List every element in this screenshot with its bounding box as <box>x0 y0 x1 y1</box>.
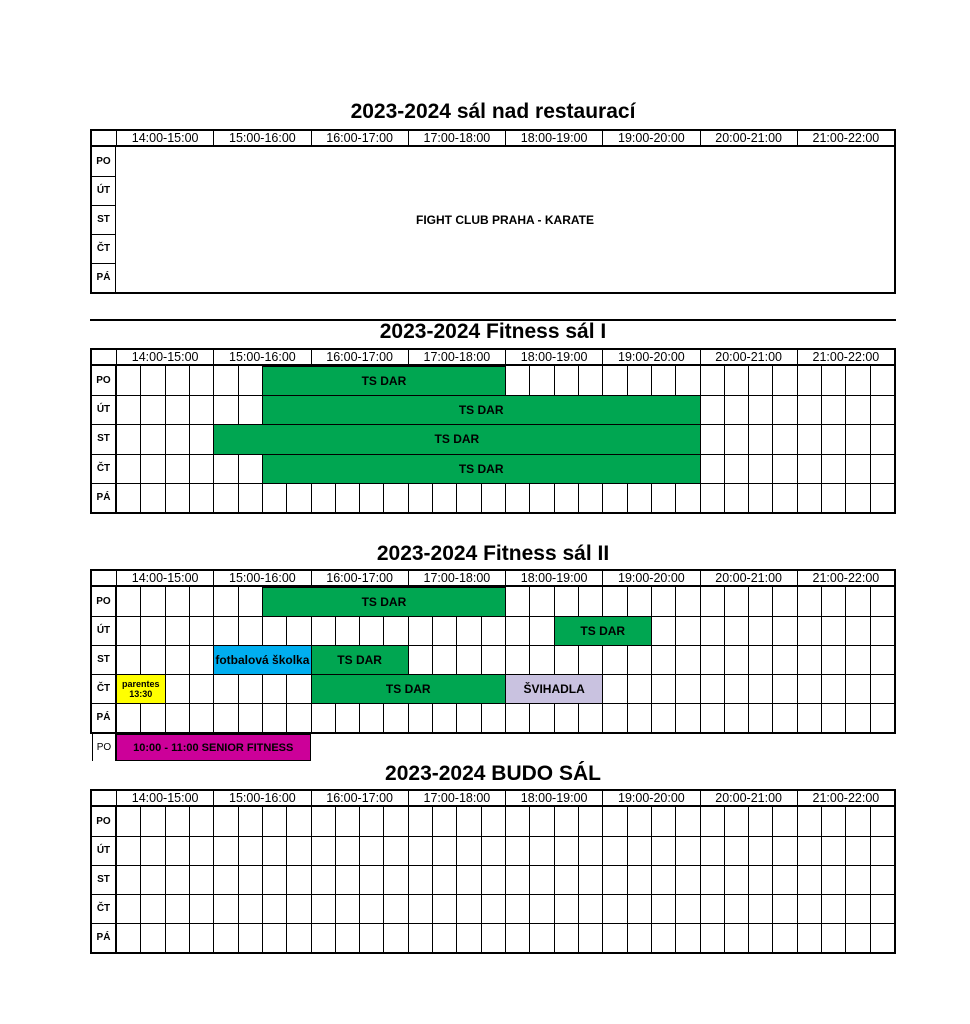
grid-col-line <box>578 807 579 952</box>
grid-col-line <box>700 587 701 732</box>
grid-col-line <box>870 807 871 952</box>
day-label: ST <box>92 865 116 894</box>
grid-col-line <box>651 807 652 952</box>
grid-col-line <box>481 807 482 952</box>
day-label: ST <box>92 205 116 234</box>
grid-col-line <box>116 807 117 952</box>
row-line <box>92 205 116 206</box>
grid-col-line <box>140 807 141 952</box>
time-slot-header: 17:00-18:00 <box>408 571 505 585</box>
activity-block: TS DAR <box>262 454 701 484</box>
grid-col-line <box>529 807 530 952</box>
time-slot-header: 19:00-20:00 <box>602 571 699 585</box>
grid-col-line <box>894 366 895 512</box>
schedule-table <box>90 348 896 514</box>
grid-col-line <box>213 807 214 952</box>
grid-col-line <box>529 587 530 732</box>
grid-col-line <box>748 807 749 952</box>
row-line <box>92 176 116 177</box>
time-slot-header: 14:00-15:00 <box>116 571 213 585</box>
grid-col-line <box>116 587 117 732</box>
span-block: FIGHT CLUB PRAHA - KARATE <box>416 212 594 227</box>
grid-col-line <box>748 587 749 732</box>
grid-col-line <box>165 366 166 512</box>
grid-col-line <box>432 807 433 952</box>
day-label: PÁ <box>92 703 116 732</box>
activity-block: TS DAR <box>311 645 409 675</box>
row-line <box>92 894 116 895</box>
grid-col-line <box>262 807 263 952</box>
time-slot-header: 17:00-18:00 <box>408 350 505 364</box>
row-line <box>92 836 116 837</box>
grid-col-line <box>189 366 190 512</box>
section-title: 2023-2024 Fitness sál II <box>376 542 610 565</box>
row-line <box>92 703 116 704</box>
senior-fitness-block: 10:00 - 11:00 SENIOR FITNESS <box>116 734 311 761</box>
time-slot-header: 18:00-19:00 <box>505 791 602 805</box>
time-slot-header: 15:00-16:00 <box>213 791 310 805</box>
grid-row-line <box>116 836 894 837</box>
row-line <box>92 865 116 866</box>
activity-block: TS DAR <box>213 424 700 454</box>
grid-col-line <box>651 587 652 732</box>
day-label: ÚT <box>92 176 116 205</box>
grid-col-line <box>602 807 603 952</box>
grid-col-line <box>116 366 117 512</box>
day-label: PÁ <box>92 263 116 292</box>
time-slot-header: 16:00-17:00 <box>311 571 408 585</box>
time-slot-header: 18:00-19:00 <box>505 350 602 364</box>
header-corner <box>92 791 116 805</box>
grid-row-line <box>116 894 894 895</box>
time-slot-header: 17:00-18:00 <box>408 131 505 145</box>
grid-col-line <box>505 807 506 952</box>
time-header <box>92 791 894 807</box>
grid-col-line <box>797 366 798 512</box>
grid-col-line <box>724 366 725 512</box>
grid-col-line <box>286 807 287 952</box>
time-slot-header: 21:00-22:00 <box>797 571 894 585</box>
grid-col-line <box>383 807 384 952</box>
schedule-table <box>90 129 896 294</box>
time-slot-header: 14:00-15:00 <box>116 350 213 364</box>
time-slot-header: 19:00-20:00 <box>602 350 699 364</box>
activity-block: TS DAR <box>311 674 507 704</box>
header-corner <box>92 131 116 145</box>
grid-col-line <box>335 807 336 952</box>
grid-col-line <box>311 807 312 952</box>
grid-col-line <box>189 807 190 952</box>
activity-block: TS DAR <box>554 616 652 646</box>
grid-col-line <box>772 807 773 952</box>
grid-row-line <box>116 923 894 924</box>
header-corner <box>92 350 116 364</box>
time-header <box>92 350 894 366</box>
row-line <box>92 483 116 484</box>
time-slot-header: 18:00-19:00 <box>505 571 602 585</box>
time-slot-header: 20:00-21:00 <box>700 571 797 585</box>
grid-col-line <box>140 587 141 732</box>
grid-col-line <box>724 807 725 952</box>
grid-col-line <box>821 807 822 952</box>
day-label: ČT <box>92 454 116 483</box>
grid-col-line <box>845 587 846 732</box>
section-title: 2023-2024 BUDO SÁL <box>385 762 601 785</box>
grid-col-line <box>165 807 166 952</box>
row-line <box>92 645 116 646</box>
day-label: PO <box>92 147 116 176</box>
day-label: ČT <box>92 894 116 923</box>
grid-col-line <box>165 587 166 732</box>
grid-col-line <box>140 366 141 512</box>
day-label: ÚT <box>92 395 116 424</box>
grid-col-line <box>359 807 360 952</box>
grid-col-line <box>894 587 895 732</box>
time-slot-header: 19:00-20:00 <box>602 791 699 805</box>
activity-block: TS DAR <box>262 395 701 425</box>
grid-col-line <box>408 807 409 952</box>
time-header <box>92 571 894 587</box>
activity-block: parentes 13:30 <box>116 674 166 704</box>
day-label: ČT <box>92 234 116 263</box>
section-title: 2023-2024 Fitness sál I <box>379 320 607 343</box>
schedule-table <box>90 789 896 954</box>
time-slot-header: 21:00-22:00 <box>797 791 894 805</box>
day-label: ÚT <box>92 836 116 865</box>
section-title: 2023-2024 sál nad restaurací <box>350 100 636 123</box>
grid-row-line <box>116 865 894 866</box>
time-slot-header: 16:00-17:00 <box>311 350 408 364</box>
grid-col-line <box>845 807 846 952</box>
grid-col-line <box>554 587 555 732</box>
time-header <box>92 131 894 147</box>
extra-day-label: PO <box>92 734 116 761</box>
grid-col-line <box>821 366 822 512</box>
time-slot-header: 15:00-16:00 <box>213 350 310 364</box>
grid-col-line <box>894 807 895 952</box>
grid-col-line <box>772 366 773 512</box>
grid-col-line <box>700 807 701 952</box>
grid-col-line <box>821 587 822 732</box>
grid-col-line <box>675 587 676 732</box>
time-slot-header: 15:00-16:00 <box>213 571 310 585</box>
grid-col-line <box>456 807 457 952</box>
day-label: ST <box>92 645 116 674</box>
time-slot-header: 14:00-15:00 <box>116 791 213 805</box>
grid-col-line <box>554 807 555 952</box>
row-line <box>92 263 116 264</box>
day-label: PÁ <box>92 923 116 952</box>
time-slot-header: 16:00-17:00 <box>311 791 408 805</box>
grid-col-line <box>797 587 798 732</box>
row-line <box>92 674 116 675</box>
day-label: PO <box>92 807 116 836</box>
time-slot-header: 20:00-21:00 <box>700 131 797 145</box>
activity-block: TS DAR <box>262 587 506 617</box>
grid-col-line <box>627 587 628 732</box>
time-slot-header: 14:00-15:00 <box>116 131 213 145</box>
grid-col-line <box>870 587 871 732</box>
row-line <box>92 424 116 425</box>
row-line <box>92 395 116 396</box>
day-label: PO <box>92 587 116 616</box>
day-label: ČT <box>92 674 116 703</box>
day-label: PÁ <box>92 483 116 512</box>
day-label: ÚT <box>92 616 116 645</box>
time-slot-header: 20:00-21:00 <box>700 791 797 805</box>
grid-col-line <box>845 366 846 512</box>
grid-col-line <box>797 807 798 952</box>
time-slot-header: 20:00-21:00 <box>700 350 797 364</box>
time-slot-header: 16:00-17:00 <box>311 131 408 145</box>
time-slot-header: 18:00-19:00 <box>505 131 602 145</box>
activity-block: fotbalová školka <box>213 645 311 675</box>
time-slot-header: 19:00-20:00 <box>602 131 699 145</box>
activity-block: ŠVIHADLA <box>505 674 603 704</box>
grid-col-line <box>627 807 628 952</box>
grid-col-line <box>772 587 773 732</box>
row-line <box>92 616 116 617</box>
row-line <box>92 923 116 924</box>
grid-col-line <box>238 807 239 952</box>
grid-col-line <box>724 587 725 732</box>
day-label: PO <box>92 366 116 395</box>
row-line <box>92 234 116 235</box>
time-slot-header: 21:00-22:00 <box>797 350 894 364</box>
activity-block: TS DAR <box>262 366 506 396</box>
grid-col-line <box>602 587 603 732</box>
day-label: ST <box>92 424 116 453</box>
time-slot-header: 17:00-18:00 <box>408 791 505 805</box>
grid-col-line <box>189 587 190 732</box>
grid-col-line <box>675 807 676 952</box>
grid-col-line <box>578 587 579 732</box>
time-slot-header: 21:00-22:00 <box>797 131 894 145</box>
grid-col-line <box>870 366 871 512</box>
schedule-table <box>90 569 896 734</box>
grid-col-line <box>748 366 749 512</box>
time-slot-header: 15:00-16:00 <box>213 131 310 145</box>
row-line <box>92 454 116 455</box>
header-corner <box>92 571 116 585</box>
